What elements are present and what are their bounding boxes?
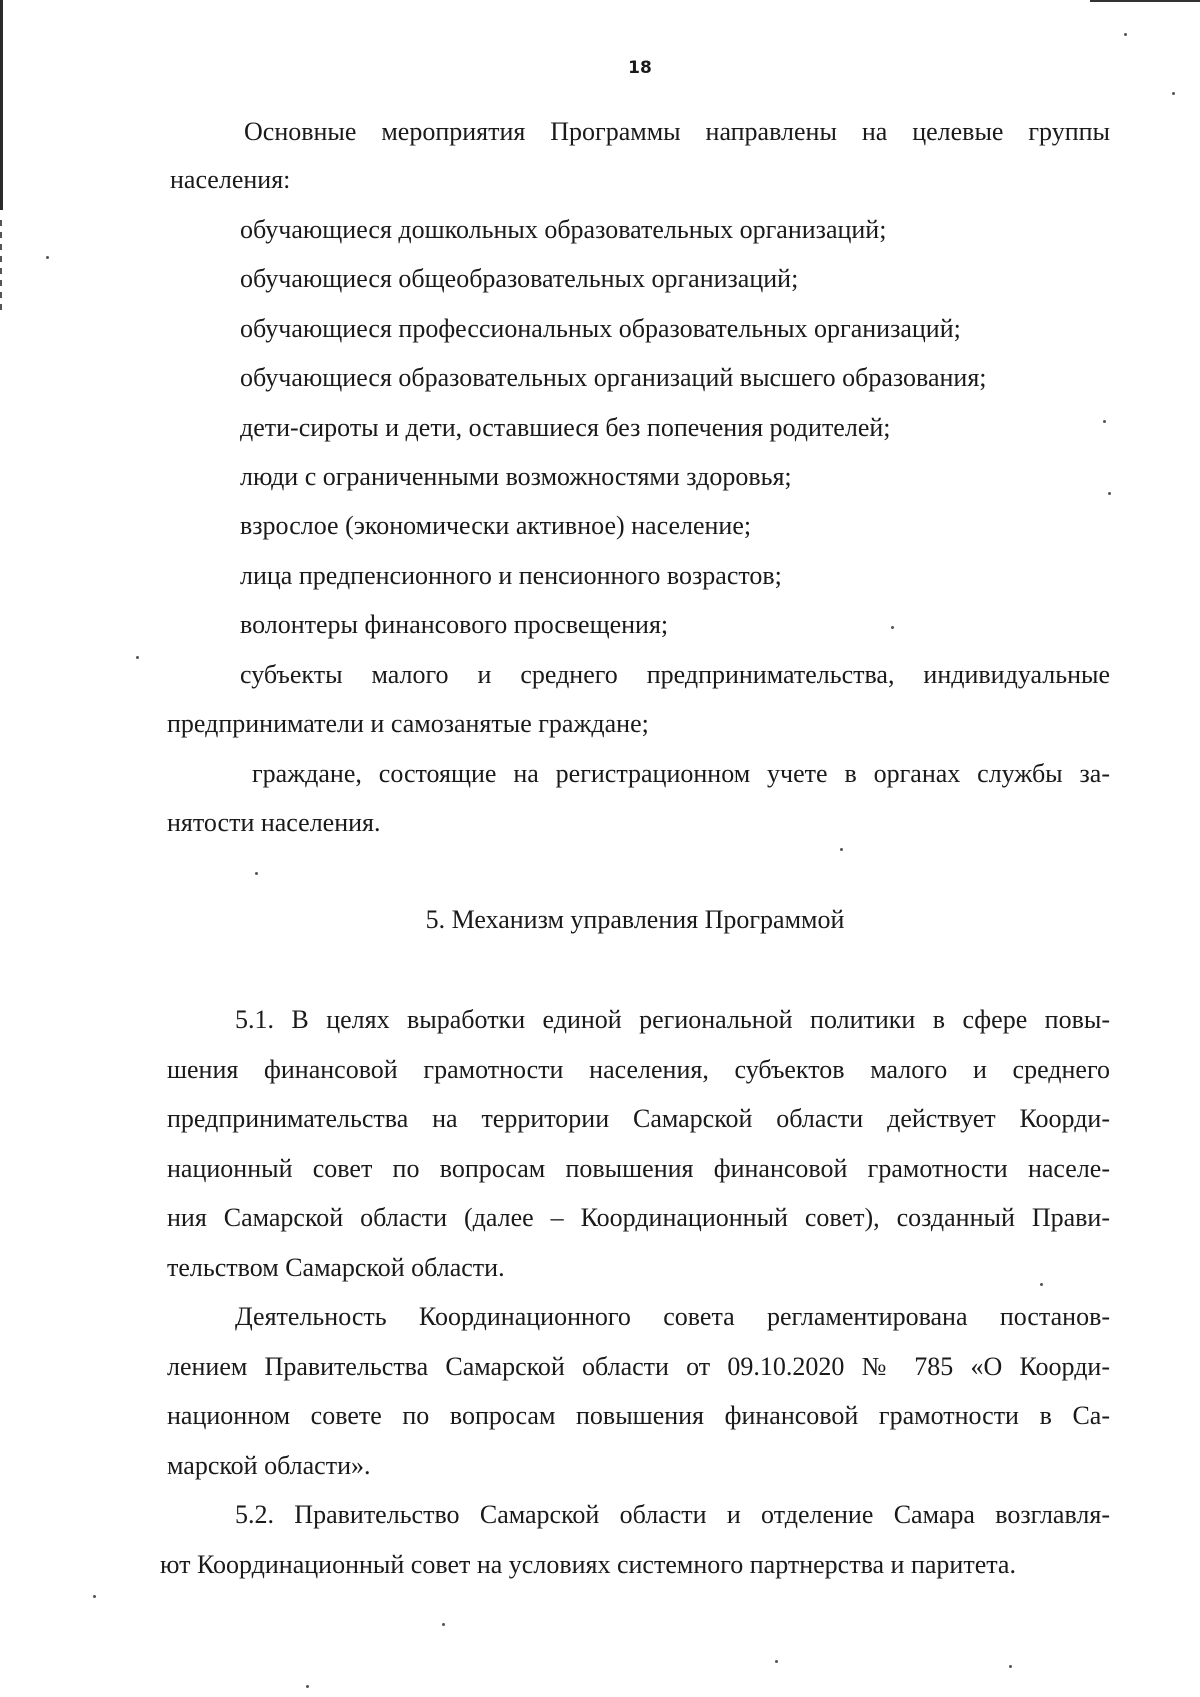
- paragraph-line: национный совет по вопросам повышения финансовой грамотности населе-: [167, 1154, 1110, 1183]
- scan-speck: [840, 848, 843, 851]
- paragraph-line: лением Правительства Самарской области от 09.10.2020 № 785 «О Коорди-: [167, 1352, 1110, 1381]
- paragraph-line: 5.2. Правительство Самарской области и отделение Самара возглавля-: [235, 1500, 1110, 1529]
- scan-speck: [1040, 1283, 1043, 1286]
- scan-speck: [1103, 420, 1106, 423]
- list-item: взрослое (экономически активное) население;: [240, 511, 752, 540]
- scan-speck: [442, 1623, 445, 1626]
- list-item: обучающиеся общеобразовательных организаций;: [240, 264, 799, 293]
- list-item: обучающиеся образовательных организаций высшего образования;: [240, 363, 987, 392]
- sme-line-2: предприниматели и самозанятые граждане;: [167, 709, 649, 738]
- scan-speck: [136, 656, 139, 659]
- scan-speck: [306, 1685, 309, 1688]
- list-item: лица предпенсионного и пенсионного возрастов;: [240, 561, 782, 590]
- unemployed-line-1: граждане, состоящие на регистрационном учете в органах службы за-: [252, 759, 1110, 788]
- list-item: обучающиеся дошкольных образовательных организаций;: [240, 215, 887, 244]
- scan-speck: [93, 1595, 96, 1598]
- page-number: 18: [628, 58, 652, 78]
- paragraph-line: предпринимательства на территории Самарской области действует Коорди-: [167, 1104, 1110, 1133]
- scan-edge-mark: [0, 0, 3, 210]
- scan-speck: [891, 626, 894, 629]
- unemployed-line-2: нятости населения.: [167, 808, 381, 837]
- section-heading: 5. Механизм управления Программой: [425, 905, 845, 934]
- paragraph-line: марской области».: [167, 1451, 371, 1480]
- scan-speck: [1108, 492, 1111, 495]
- paragraph-line: Деятельность Координационного совета регламентирована постанов-: [235, 1302, 1110, 1331]
- paragraph-line: тельством Самарской области.: [167, 1253, 505, 1282]
- list-item: дети-сироты и дети, оставшиеся без попечения родителей;: [240, 413, 891, 442]
- scan-speck: [1009, 1665, 1012, 1668]
- sme-line-1: субъекты малого и среднего предпринимательства, индивидуальные: [240, 660, 1110, 689]
- paragraph-line: ют Координационный совет на условиях системного партнерства и паритета.: [160, 1550, 1016, 1579]
- paragraph-line: 5.1. В целях выработки единой региональной политики в сфере повы-: [235, 1005, 1110, 1034]
- scan-speck: [1124, 33, 1127, 36]
- paragraph-line: ния Самарской области (далее – Координационный совет), созданный Прави-: [167, 1203, 1110, 1232]
- intro-line-1: Основные мероприятия Программы направлены на целевые группы: [244, 117, 1110, 146]
- list-item: обучающиеся профессиональных образовательных организаций;: [240, 314, 961, 343]
- scan-top-line: [1090, 0, 1200, 2]
- list-item: люди с ограниченными возможностями здоровья;: [240, 462, 792, 491]
- scan-speck: [255, 872, 258, 875]
- intro-line-2: населения:: [170, 165, 291, 194]
- scan-edge-dash: [0, 220, 2, 310]
- paragraph-line: шения финансовой грамотности населения, субъектов малого и среднего: [167, 1055, 1110, 1084]
- scan-speck: [775, 1660, 778, 1663]
- scan-speck: [1172, 92, 1175, 95]
- list-item: волонтеры финансового просвещения;: [240, 610, 669, 639]
- scan-speck: [46, 256, 49, 259]
- paragraph-line: национном совете по вопросам повышения финансовой грамотности в Са-: [167, 1401, 1110, 1430]
